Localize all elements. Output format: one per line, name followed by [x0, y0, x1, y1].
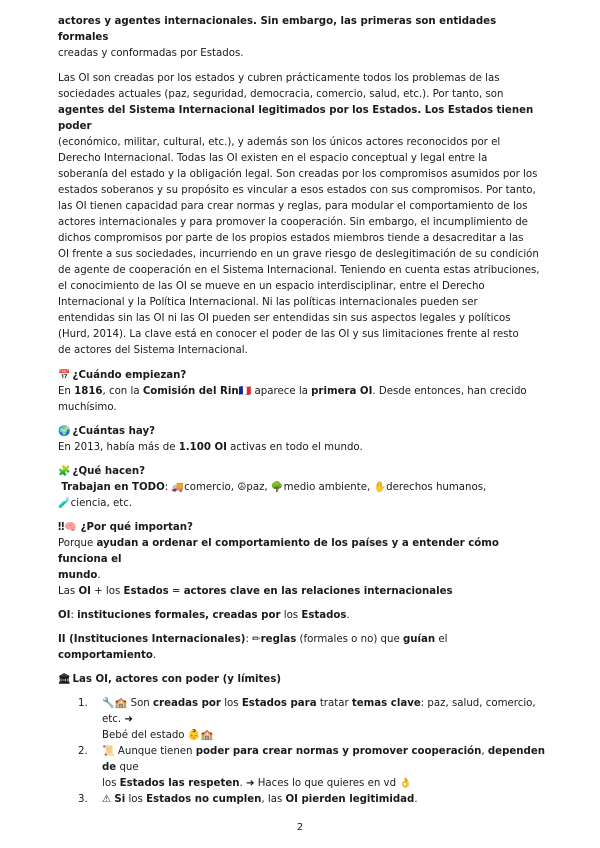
globe-icon: 🌍	[58, 426, 71, 437]
count: 1.100 OI	[178, 442, 227, 453]
howmany-heading	[58, 424, 546, 440]
list-item	[78, 744, 546, 792]
calendar-icon: 📅	[58, 370, 71, 381]
bold-text: Si	[114, 794, 126, 805]
bold-text: mundo	[58, 570, 98, 581]
why-body	[58, 536, 546, 600]
bold-text: Estados para	[241, 698, 317, 709]
text: ⚠	[102, 794, 115, 805]
term: OI	[58, 610, 71, 621]
para-line: (Hurd, 2014). La clave está en conocer el poder de las OI y sus limitaciones frente al resto	[58, 329, 519, 340]
howmany-section	[58, 424, 546, 456]
list-number: 2.	[78, 746, 88, 757]
text: =	[168, 586, 184, 597]
text: : paz, salud, comercio, etc. ➜	[102, 698, 536, 725]
text: que	[116, 762, 139, 773]
bold-text: creadas por	[153, 698, 221, 709]
text: los	[220, 698, 242, 709]
text: Bebé del estado 👶🏫	[102, 730, 214, 741]
text: + los	[90, 586, 124, 597]
puzzle-icon: 🧩	[58, 466, 71, 477]
intro-tail	[58, 14, 546, 62]
text: activas en todo el mundo.	[226, 442, 363, 453]
text: (formales o no) que	[296, 634, 403, 645]
text: aparece la	[251, 386, 312, 397]
bank-icon: 🏛	[58, 674, 71, 685]
text: 📜 Aunque tienen	[102, 746, 196, 757]
why-heading	[58, 520, 546, 536]
list-item	[78, 792, 546, 808]
para-line: entendidas sin las OI ni las OI pueden ser entendidas sin sus aspectos legales y políticos	[58, 313, 511, 324]
para-line: estados soberanos y su propósito es vincular a esos estados con sus compromisos. Por tanto,	[58, 185, 536, 196]
what-title: ¿Qué hacen?	[72, 466, 146, 477]
bold-text: Estados no cumplen	[146, 794, 262, 805]
text: .	[97, 570, 101, 581]
document-page	[58, 14, 546, 808]
text: . Desde entonces, han crecido	[372, 386, 527, 397]
year: 1816	[74, 386, 103, 397]
para-line: Internacional y la Política Internacional. Ni las políticas internacionales pueden ser	[58, 297, 478, 308]
bold-text: reglas	[260, 634, 297, 645]
text: los	[125, 794, 147, 805]
text: . ➜ Haces lo que quieres en vd 👌	[239, 778, 412, 789]
intro-line-2: creadas y conformadas por Estados.	[58, 48, 244, 59]
commission: Comisión del Rin	[142, 386, 239, 397]
text: , con la	[102, 386, 143, 397]
text: , las	[261, 794, 286, 805]
pencil-icon: ✏	[252, 634, 261, 645]
text: muchísimo.	[58, 402, 117, 413]
para-line: de agente de cooperación en el Sistema Internacional. Teniendo en cuenta estas atribuciones,	[58, 265, 540, 276]
howmany-body	[58, 440, 546, 456]
what-heading	[58, 464, 546, 480]
what-body	[58, 480, 546, 512]
power-title: Las OI, actores con poder (y límites)	[69, 674, 282, 685]
first-oi: primera OI	[311, 386, 373, 397]
para-line: OI frente a sus sociedades, incurriendo en un grave riesgo de deslegitimación de su condición	[58, 249, 539, 260]
bold-text: OI pierden legitimidad	[285, 794, 415, 805]
bold-text: poder para crear normas y promover cooperación	[195, 746, 482, 757]
howmany-title: ¿Cuántas hay?	[72, 426, 156, 437]
para-line: actores internacionales y para promover la cooperación. Sin embargo, el incumplimiento de	[58, 217, 528, 228]
oi: OI	[78, 586, 91, 597]
items: 🧪ciencia, etc.	[58, 498, 133, 509]
list-item	[78, 696, 546, 744]
power-heading	[58, 672, 546, 688]
para-line: las OI tienen capacidad para crear normas y reglas, para modular el comportamiento de los	[58, 201, 528, 212]
bold-text: guían	[402, 634, 436, 645]
text: el	[435, 634, 448, 645]
text: .	[414, 794, 418, 805]
page-number: 2	[296, 822, 304, 833]
text: En 2013, había más de	[58, 442, 179, 453]
para-line: sociedades actuales (paz, seguridad, democracia, comercio, salud, etc.). Por tanto, son	[58, 89, 504, 100]
when-heading	[58, 368, 546, 384]
text: los	[280, 610, 302, 621]
bold-text: ayudan a ordenar el comportamiento de los países y a entender cómo funciona el	[58, 538, 499, 565]
definition-oi	[58, 608, 546, 624]
text: :	[245, 634, 253, 645]
text: Porque	[58, 538, 97, 549]
para-line: de actores del Sistema Internacional.	[58, 345, 248, 356]
bold-text: Estados las respeten	[119, 778, 240, 789]
list-number: 1.	[78, 698, 88, 709]
text: En	[58, 386, 75, 397]
para-line: dichos compromisos por parte de los propios estados miembros tiende a desacreditar a las	[58, 233, 524, 244]
para-line: soberanía del estado y la obligación legal. Son creadas por los compromisos asumidos por los	[58, 169, 538, 180]
power-list	[58, 696, 546, 808]
why-section	[58, 520, 546, 600]
why-title: ‼🧠 ¿Por qué importan?	[58, 522, 193, 533]
text: .	[152, 650, 157, 661]
para-line: Derecho Internacional. Todas las OI existen en el espacio conceptual y legal entre la	[58, 153, 488, 164]
text: ,	[481, 746, 488, 757]
when-section	[58, 368, 546, 416]
definition-ii	[58, 632, 546, 664]
bold-text: instituciones formales, creadas por	[77, 610, 281, 621]
para-line: Las OI son creadas por los estados y cubren prácticamente todos los problemas de las	[58, 73, 500, 84]
text: 🔧🏫 Son	[102, 698, 154, 709]
text: Las	[58, 586, 79, 597]
flag-icon: 🇫🇷	[238, 386, 252, 397]
when-body	[58, 384, 546, 416]
bold-text: comportamiento	[58, 650, 153, 661]
bold-text: temas clave	[351, 698, 421, 709]
list-number: 3.	[78, 794, 88, 805]
bold-text: dependen de	[102, 746, 545, 773]
text: tratar	[316, 698, 352, 709]
lead: Trabajan en TODO	[61, 482, 165, 493]
actors: actores clave en las relaciones internacionales	[183, 586, 453, 597]
when-title: ¿Cuándo empiezan?	[72, 370, 187, 381]
para-line: agentes del Sistema Internacional legitimados por los Estados. Los Estados tienen poder	[58, 105, 534, 132]
main-paragraph	[58, 71, 546, 359]
term: II (Instituciones Internacionales)	[58, 634, 246, 645]
estados: Estados	[123, 586, 169, 597]
para-line: el conocimiento de las OI se mueve en un espacio interdisciplinar, entre el Derecho	[58, 281, 485, 292]
items: : 🚚comercio, ☮paz, 🌳medio ambiente, ✋derechos humanos,	[164, 482, 487, 493]
bold-text: Estados	[301, 610, 347, 621]
para-line: (económico, militar, cultural, etc.), y además son los únicos actores reconocidos por el	[58, 137, 501, 148]
text: los	[102, 778, 120, 789]
intro-bold-1: actores y agentes internacionales. Sin embargo, las primeras son entidades formales	[58, 16, 497, 43]
what-section	[58, 464, 546, 512]
text: .	[346, 610, 350, 621]
text: :	[70, 610, 78, 621]
